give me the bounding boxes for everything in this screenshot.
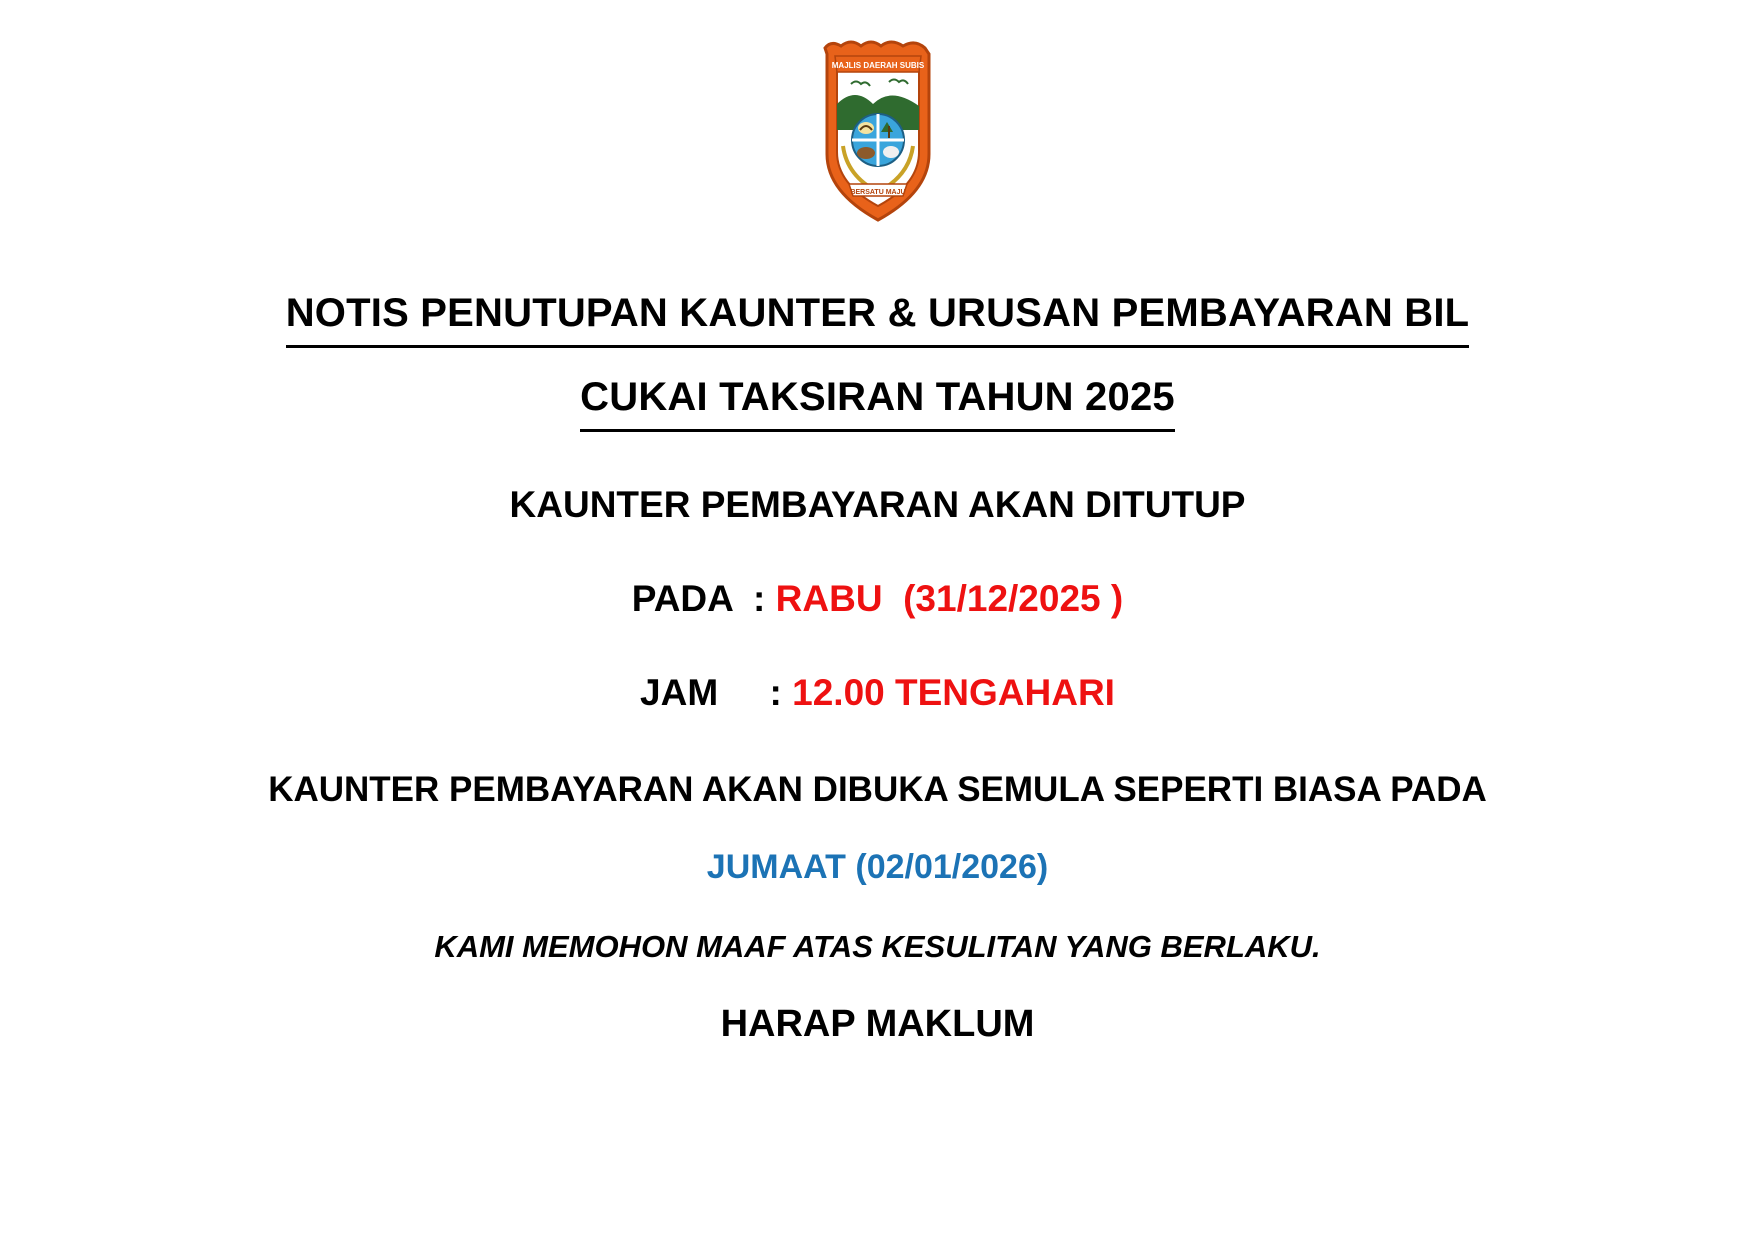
closure-date-value: RABU (31/12/2025 ) — [775, 578, 1124, 619]
closure-time-row — [0, 672, 1755, 714]
notice-title-block — [0, 282, 1755, 432]
svg-text:MAJLIS DAERAH SUBIS: MAJLIS DAERAH SUBIS — [831, 61, 924, 70]
crest-container — [0, 0, 1755, 234]
closure-date-row — [0, 578, 1755, 620]
closure-date-label: PADA : — [631, 578, 776, 619]
notice-title-line-2: CUKAI TAKSIRAN TAHUN 2025 — [580, 366, 1175, 432]
svg-text:BERSATU MAJU: BERSATU MAJU — [849, 189, 906, 196]
notice-subtitle: KAUNTER PEMBAYARAN AKAN DITUTUP — [509, 484, 1246, 525]
apology-text: KAMI MEMOHON MAAF ATAS KESULITAN YANG BERLAKU. — [434, 929, 1321, 964]
coat-of-arms-crest-icon — [815, 34, 941, 234]
reopen-text: KAUNTER PEMBAYARAN AKAN DIBUKA SEMULA SEPERTI BIASA PADA — [268, 770, 1487, 809]
closing-text: HARAP MAKLUM — [720, 1003, 1035, 1045]
closure-time-label: JAM : — [640, 672, 793, 713]
notice-title-line-1: NOTIS PENUTUPAN KAUNTER & URUSAN PEMBAYARAN BIL — [286, 282, 1470, 348]
reopen-date: JUMAAT (02/01/2026) — [706, 848, 1049, 886]
closure-time-value: 12.00 TENGAHARI — [792, 672, 1115, 713]
